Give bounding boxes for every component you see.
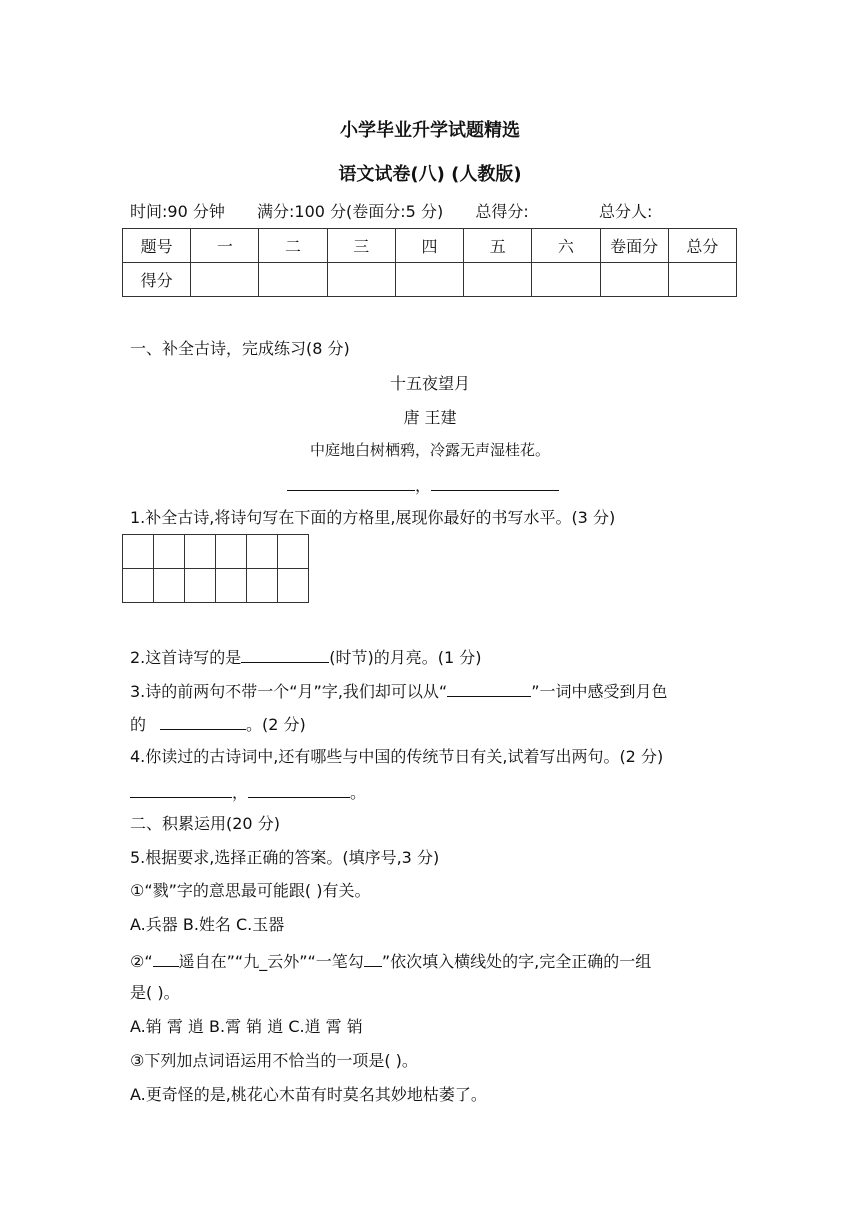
- score-input-cell[interactable]: [464, 263, 532, 297]
- score-input-cell[interactable]: [191, 263, 259, 297]
- question-5-item-2-options: A.销 霄 逍 B.霄 销 逍 C.逍 霄 销: [130, 1017, 363, 1036]
- question-5-item-1: ①“戮”字的意思最可能跟( )有关。: [130, 881, 371, 900]
- writing-grid-cell[interactable]: [185, 535, 216, 569]
- score-table-cell: 三: [327, 229, 395, 263]
- score-input-cell[interactable]: [532, 263, 600, 297]
- score-table-header-row: [123, 229, 737, 263]
- writing-grid-cell[interactable]: [123, 535, 154, 569]
- answer-blank[interactable]: [241, 644, 329, 663]
- score-table: [122, 228, 737, 297]
- score-input-cell[interactable]: [259, 263, 327, 297]
- score-input-cell[interactable]: [668, 263, 736, 297]
- question-5-item-2-cont: 是( )。: [130, 983, 180, 1002]
- answer-blank[interactable]: [287, 472, 415, 491]
- question-5-item-2: [130, 948, 651, 973]
- question-3-text-b: ”一词中感受到月色: [531, 682, 668, 701]
- exam-title: 小学毕业升学试题精选: [340, 120, 520, 141]
- question-5-item-1-options: A.兵器 B.姓名 C.玉器: [130, 915, 285, 934]
- question-4-answer[interactable]: [130, 779, 366, 804]
- writing-grid-row: [123, 535, 309, 569]
- score-table-cell: 得分: [123, 263, 191, 297]
- score-table-cell: 二: [259, 229, 327, 263]
- answer-blank[interactable]: [160, 711, 246, 730]
- score-table-cell: 题号: [123, 229, 191, 263]
- poem-answer-line[interactable]: [287, 472, 559, 497]
- question-4-end: 。: [350, 783, 367, 802]
- score-input-cell[interactable]: [327, 263, 395, 297]
- score-input-cell[interactable]: [600, 263, 668, 297]
- writing-grid-cell[interactable]: [216, 535, 247, 569]
- question-4: 4.你读过的古诗词中,还有哪些与中国的传统节日有关,试着写出两句。(2 分): [130, 747, 664, 766]
- score-table-cell: 四: [395, 229, 463, 263]
- writing-grid-cell[interactable]: [216, 569, 247, 603]
- section1-heading: 一、补全古诗，完成练习(8 分): [130, 339, 350, 358]
- writing-grid-cell[interactable]: [247, 535, 278, 569]
- grader-label: 总分人:: [598, 202, 653, 221]
- writing-grid-cell[interactable]: [278, 569, 309, 603]
- exam-info: [130, 201, 652, 223]
- writing-grid-cell[interactable]: [278, 535, 309, 569]
- writing-grid-cell[interactable]: [154, 569, 185, 603]
- question-3-cont: [130, 711, 306, 736]
- question-4-separator: ，: [232, 783, 249, 802]
- writing-grid[interactable]: [122, 534, 309, 603]
- answer-blank[interactable]: [364, 948, 382, 967]
- question-3: [130, 678, 668, 703]
- total-score-label: 总得分:: [475, 202, 529, 221]
- question-2-text-b: (时节)的月亮。(1 分): [329, 648, 482, 667]
- question-3-text-d: 。(2 分): [246, 715, 306, 734]
- section2-heading: 二、积累运用(20 分): [130, 814, 280, 833]
- poem-author: 唐 王建: [403, 408, 457, 427]
- answer-blank[interactable]: [431, 472, 559, 491]
- exam-subtitle: 语文试卷(八) (人教版): [338, 164, 522, 185]
- question-5-item-3: ③下列加点词语运用不恰当的一项是( )。: [130, 1051, 418, 1070]
- poem-line: 中庭地白树栖鸦，冷露无声湿桂花。: [309, 441, 550, 459]
- question-2: [130, 644, 482, 669]
- writing-grid-cell[interactable]: [185, 569, 216, 603]
- score-table-cell: 一: [191, 229, 259, 263]
- score-table-cell: 六: [532, 229, 600, 263]
- question-1: 1.补全古诗,将诗句写在下面的方格里,展现你最好的书写水平。(3 分): [130, 508, 616, 527]
- question-5-item-3-option-a: A.更奇怪的是,桃花心木苗有时莫名其妙地枯萎了。: [130, 1085, 487, 1104]
- time-label: 时间:90 分钟: [130, 202, 225, 221]
- score-table-cell: 总分: [668, 229, 736, 263]
- question-5: 5.根据要求,选择正确的答案。(填序号,3 分): [130, 848, 440, 867]
- answer-blank[interactable]: [153, 948, 179, 967]
- answer-blank[interactable]: [248, 779, 350, 798]
- writing-grid-cell[interactable]: [247, 569, 278, 603]
- score-table-cell: 五: [464, 229, 532, 263]
- writing-grid-cell[interactable]: [154, 535, 185, 569]
- poem-separator: ，: [415, 476, 432, 495]
- full-score-label: 满分:100 分(卷面分:5 分): [257, 202, 444, 221]
- question-3-text-a: 3.诗的前两句不带一个“月”字,我们却可以从“: [130, 682, 448, 701]
- answer-blank[interactable]: [447, 678, 531, 697]
- question-3-text-c: 的: [130, 715, 147, 734]
- item-2-text-c: ”依次填入横线处的字,完全正确的一组: [381, 952, 652, 971]
- item-2-text-a: ②“: [130, 952, 153, 971]
- poem-title: 十五夜望月: [389, 374, 470, 393]
- writing-grid-cell[interactable]: [123, 569, 154, 603]
- question-2-text-a: 2.这首诗写的是: [130, 648, 242, 667]
- score-table-cell: 卷面分: [600, 229, 668, 263]
- item-2-text-b: 遥自在”“九_云外”“一笔勾: [178, 952, 364, 971]
- score-table-score-row: [123, 263, 737, 297]
- answer-blank[interactable]: [130, 779, 232, 798]
- writing-grid-row: [123, 569, 309, 603]
- score-input-cell[interactable]: [395, 263, 463, 297]
